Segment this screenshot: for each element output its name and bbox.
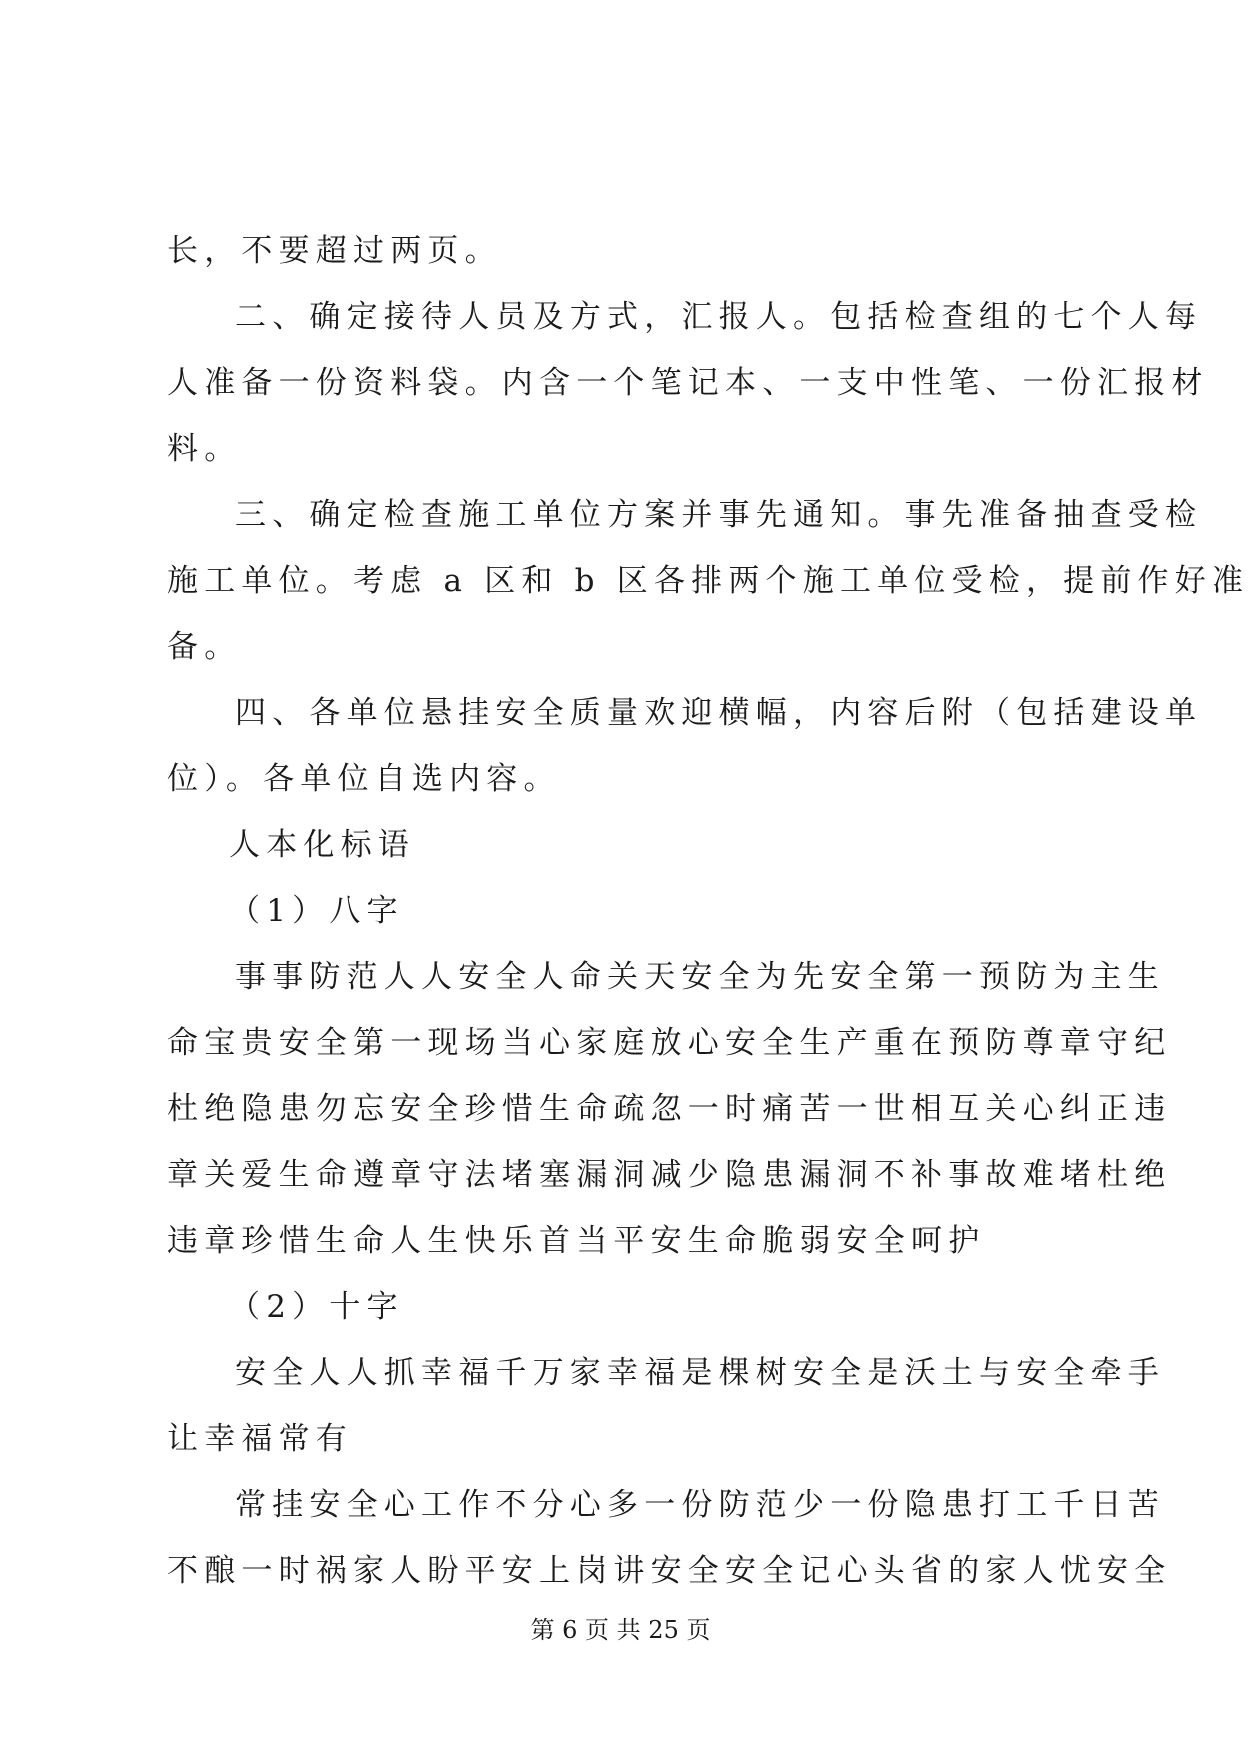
text-line: 让幸福常有 [167,1421,353,1457]
section-heading: 人本化标语 [229,827,415,863]
text-line: 料。 [167,431,242,467]
paragraph-item-2: 二、确定接待人员及方式，汇报人。包括检查组的七个人每 [235,299,1203,335]
text-line: 命宝贵安全第一现场当心家庭放心安全生产重在预防尊章守纪 [167,1025,1172,1061]
text-line: 违章珍惜生命人生快乐首当平安生命脆弱安全呵护 [167,1223,986,1259]
text-line: 长，不要超过两页。 [167,233,502,269]
paragraph-item-4: 四、各单位悬挂安全质量欢迎横幅，内容后附（包括建设单 [235,695,1203,731]
document-body [167,218,1249,1604]
text-line: 位）。各单位自选内容。 [167,761,561,797]
text-line: 章关爱生命遵章守法堵塞漏洞减少隐患漏洞不补事故难堵杜绝 [167,1157,1172,1193]
subsection-heading-2: （2）十字 [229,1289,404,1325]
page-number-footer: 第 6 页 共 25 页 [530,1616,711,1644]
slogan-paragraph-2: 安全人人抓幸福千万家幸福是棵树安全是沃土与安全牵手 [235,1355,1165,1391]
text-line: 备。 [167,629,242,665]
paragraph-item-3: 三、确定检查施工单位方案并事先通知。事先准备抽查受检 [235,497,1203,533]
subsection-heading-1: （1）八字 [229,893,404,929]
text-line: 不酿一时祸家人盼平安上岗讲安全安全记心头省的家人忧安全 [167,1553,1172,1589]
slogan-paragraph-3: 常挂安全心工作不分心多一份防范少一份隐患打工千日苦 [235,1487,1165,1523]
text-line: 施工单位。考虑 a 区和 b 区各排两个施工单位受检，提前作好准 [167,563,1249,599]
text-line: 杜绝隐患勿忘安全珍惜生命疏忽一时痛苦一世相互关心纠正违 [167,1091,1172,1127]
text-line: 人准备一份资料袋。内含一个笔记本、一支中性笔、一份汇报材 [167,365,1209,401]
slogan-paragraph-1: 事事防范人人安全人命关天安全为先安全第一预防为主生 [235,959,1165,995]
